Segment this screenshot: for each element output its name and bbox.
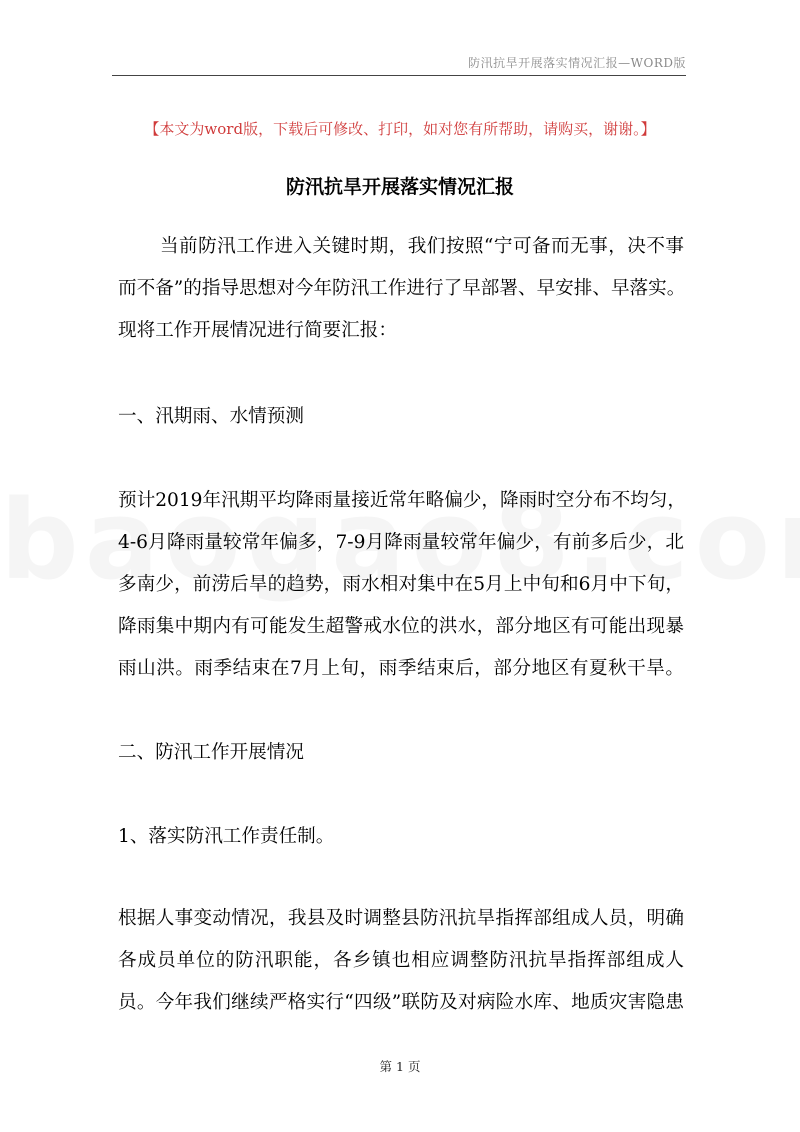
intro-paragraph [118, 226, 684, 352]
paragraph-line: 多南少，前涝后旱的趋势，雨水相对集中在5月上中旬和6月中下旬， [118, 574, 684, 595]
running-header: 防汛抗旱开展落实情况汇报—WORD版 [468, 56, 686, 70]
paragraph-line: 4-6月降雨量较常年偏多，7-9月降雨量较常年偏少，有前多后少，北 [118, 532, 684, 553]
paragraph-line: 预计2019年汛期平均降雨量接近常年略偏少，降雨时空分布不均匀， [118, 490, 686, 511]
section-heading-text: 二、防汛工作开展情况 [118, 742, 304, 763]
header-divider [112, 75, 686, 76]
paragraph-line: 员。今年我们继续严格实行“四级”联防及对病险水库、地质灾害隐患 [118, 992, 684, 1013]
page-number: 第 1 页 [379, 1059, 421, 1074]
subsection-heading-text: 1、落实防汛工作责任制。 [118, 826, 335, 847]
section-heading-2 [118, 732, 684, 774]
section-heading-text: 一、汛期雨、水情预测 [118, 406, 304, 427]
section1-paragraph [118, 480, 684, 690]
paragraph-line: 各成员单位的防汛职能，各乡镇也相应调整防汛抗旱指挥部组成人 [118, 950, 684, 971]
download-notice: 【本文为word版，下载后可修改、打印，如对您有所帮助，请购买，谢谢。】 [144, 120, 656, 138]
subsection-heading-1 [118, 816, 684, 858]
document-title: 防汛抗旱开展落实情况汇报 [285, 176, 514, 198]
paragraph-line: 而不备”的指导思想对今年防汛工作进行了早部署、早安排、早落实。 [118, 278, 686, 299]
paragraph-line: 当前防汛工作进入关键时期，我们按照“宁可备而无事，决不事 [160, 236, 684, 257]
section-heading-1 [118, 396, 684, 438]
paragraph-line: 现将工作开展情况进行简要汇报： [118, 320, 397, 341]
subsection1-paragraph [118, 898, 684, 1024]
paragraph-line: 根据人事变动情况，我县及时调整县防汛抗旱指挥部组成人员，明确 [118, 908, 684, 929]
paragraph-line: 雨山洪。雨季结束在7月上旬，雨季结束后，部分地区有夏秋干旱。 [118, 658, 684, 679]
paragraph-line: 降雨集中期内有可能发生超警戒水位的洪水，部分地区有可能出现暴 [118, 616, 684, 637]
